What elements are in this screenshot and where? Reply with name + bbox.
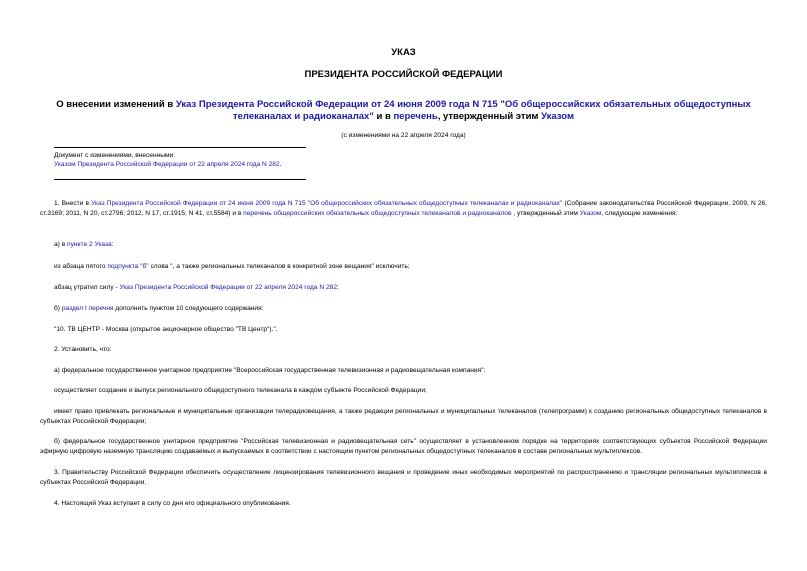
p1-text-3: , утвержденный этим (511, 210, 580, 217)
p5-link-section[interactable]: раздел I перечня (61, 305, 114, 312)
p1-link-list[interactable]: перечень общероссийских обязательных общедоступных телеканалов и радиоканалов (243, 210, 512, 217)
p1-text-2: (Собрание законодательства Российской Федерации, 2009, N 26, ст.3169; 2011, N 20, ст.2796; 2012, N 17, ст.1915; N 41, ст.5584) и в (40, 200, 767, 217)
issuer-title: ПРЕЗИДЕНТА РОССИЙСКОЙ ФЕДЕРАЦИИ (304, 69, 503, 80)
p1-link-decree[interactable]: Указ Президента Российской Федерации от 24 июня 2009 года N 715 "Об общероссийских обязательных общедоступных телеканалах и радиоканалах" (91, 200, 563, 207)
document-type-title: УКАЗ (391, 47, 416, 58)
p2-text-2: : (111, 241, 114, 248)
paragraph-9: осуществляет создание и выпуск регионального общедоступного телеканала в каждом субъекте Российской Федерации; (54, 387, 427, 394)
headline-text-3: , утвержденный этим (437, 111, 542, 122)
p1-text-1: 1. Внести в (54, 200, 92, 207)
p2-link-clause[interactable]: пункте 2 Указа (67, 241, 112, 248)
headline-text-1: О внесении изменений в (56, 99, 176, 110)
paragraph-2 (54, 240, 114, 250)
amendments-box (54, 147, 306, 180)
p2-text-1: а) в (54, 241, 68, 248)
p3-link-subclause[interactable]: подпункта "б" (107, 263, 149, 270)
paragraph-7: 2. Установить, что: (54, 346, 112, 353)
document-headline (40, 99, 767, 123)
headline-link-decree[interactable]: Указ Президента Российской Федерации от 24 июня 2009 года N 715 "Об общероссийских обязательных общедоступных телеканалах и радиоканалах" (175, 99, 751, 122)
p3-text-2: слова ", а также региональных телеканалов в конкретной зоне вещания" исключить; (148, 263, 410, 270)
p4-text-1: абзац утратил силу - (54, 284, 120, 291)
headline-link-list[interactable]: перечень (393, 111, 438, 122)
paragraph-3 (54, 262, 410, 272)
paragraph-13: 4. Настоящий Указ вступает в силу со дня его официального опубликования. (54, 500, 291, 507)
p5-text-1: б) (54, 305, 62, 312)
paragraph-10: имеет право привлекать региональные и муниципальные организации телерадиовещания, а также редакции региональных и муниципальных телеканалов (телепрограмм) к созданию региональных общедоступных телеканалов в субъектах Российской Федерации; (40, 408, 767, 425)
paragraph-8: а) федеральное государственное унитарное предприятие "Всероссийская государственная телевизионная и радиовещательная компания": (54, 367, 486, 374)
headline-text-2: и в (373, 111, 394, 122)
paragraph-1 (40, 199, 767, 219)
p1-link-decree-short[interactable]: Указом (579, 210, 602, 217)
amendments-label: Документ с изменениями, внесенными: (54, 152, 176, 159)
p4-text-2: ; (337, 284, 339, 291)
p4-link-decree[interactable]: Указ Президента Российской Федерации от 22 апреля 2024 года N 282 (119, 284, 337, 291)
amending-decree-link[interactable]: Указом Президента Российской Федерации от 22 апреля 2024 года N 282 (54, 161, 280, 168)
headline-link-decree-short[interactable]: Указом (541, 111, 574, 122)
paragraph-4 (54, 283, 339, 293)
paragraph-12: 3. Правительству Российской Федерации обеспечить осуществление лицензирования телевизионного вещания и проведение иных необходимых мероприятий по распространению и трансляции региональных мультиплексов в субъектах Российской Федерации. (40, 469, 767, 486)
paragraph-5 (54, 304, 264, 314)
amendment-date-note: (с изменениями на 22 апреля 2024 года) (341, 132, 466, 139)
p5-text-2: дополнить пунктом 10 следующего содержания: (113, 305, 264, 312)
p3-text-1: из абзаца пятого (54, 263, 108, 270)
amendments-entry-suffix: . (279, 161, 282, 168)
amendments-entry (54, 160, 281, 169)
paragraph-6: "10. ТВ ЦЕНТР - Москва (открытое акционерное общество "ТВ Центр").". (54, 326, 278, 333)
paragraph-11: б) федеральное государственное унитарное предприятие "Российская телевизионная и радиовещательная сеть" осуществляет в установленном порядке на территориях соответствующих субъектов Российской Федерации эфирную цифровую наземную трансляцию создаваемых и выпускаемых в соответствии с настоящим пунктом региональных общедоступных телеканалов в составе региональных мультиплексов. (40, 438, 767, 455)
p1-text-4: , следующие изменения: (601, 210, 678, 217)
